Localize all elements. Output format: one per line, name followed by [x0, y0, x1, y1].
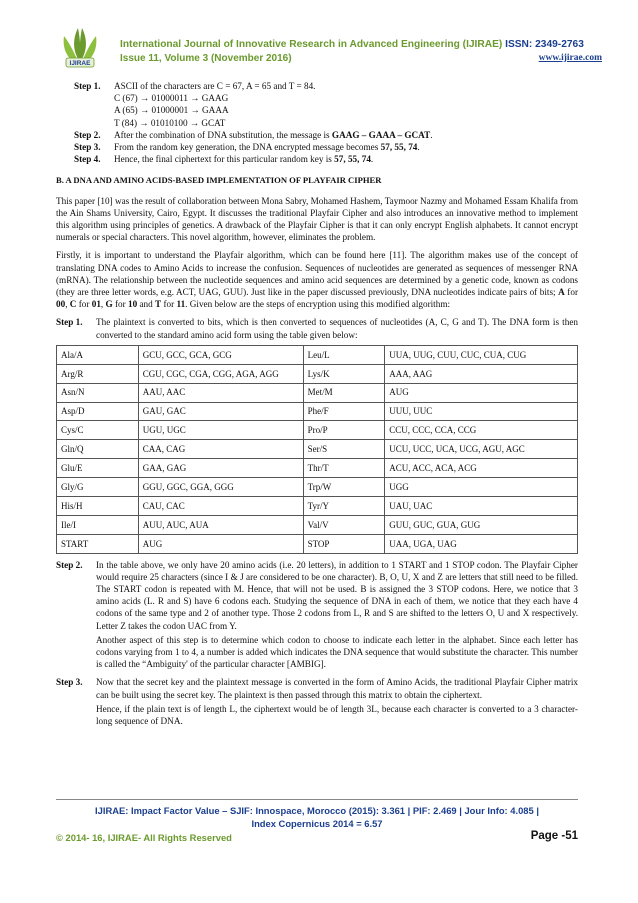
- codons-cell: UGG: [385, 478, 578, 497]
- amino-acid-cell: Pro/P: [303, 421, 385, 440]
- codons-cell: GAA, GAG: [138, 459, 303, 478]
- amino-acid-cell: Ser/S: [303, 440, 385, 459]
- amino-acid-cell: Ile/I: [57, 515, 139, 534]
- journal-url-link[interactable]: www.ijirae.com: [538, 53, 602, 63]
- paragraph: This paper [10] was the result of collaboration between Mona Sabry, Mohamed Hashem, Taymoor Nazmy and Mohamed Essam Khalifa from the Ain Shams University, Cairo, Egypt. It discusses the traditional Playfair Cipher and also introduces an innovative method to implement this algorithm using principles of genetics. A drawback of the Playfair Cipher is that it can only encrypt English alphabets. It cannot encrypt numerals or special characters. This novel algorithm, however, eliminates the problem.: [56, 195, 578, 243]
- amino-acid-cell: Asn/N: [57, 383, 139, 402]
- amino-acid-cell: Tyr/Y: [303, 496, 385, 515]
- amino-acid-cell: Lys/K: [303, 364, 385, 383]
- codons-cell: UAA, UGA, UAG: [385, 534, 578, 553]
- codons-cell: UCU, UCC, UCA, UCG, AGU, AGC: [385, 440, 578, 459]
- codons-cell: GAU, GAC: [138, 402, 303, 421]
- ijirae-logo-icon: [56, 22, 104, 70]
- codons-cell: CAA, CAG: [138, 440, 303, 459]
- codons-cell: AUG: [385, 383, 578, 402]
- amino-acid-cell: Gln/Q: [57, 440, 139, 459]
- codons-cell: AAA, AAG: [385, 364, 578, 383]
- table-row: [57, 459, 578, 478]
- table-row: [57, 534, 578, 553]
- steps-top: [74, 80, 578, 165]
- step-item: Step 3. Now that the secret key and the plaintext message is converted in the form of Amino Acids, the traditional Playfair Cipher matrix can be built using the secret key. The plaintext is then passed through this matrix to obtain the ciphertext. Hence, if the plain text is of length L, the ciphertext would be of length 3L, because each character is converted to a 3 character-long sequence of DNA.: [56, 677, 578, 727]
- page-content: [56, 80, 578, 727]
- impact-factor-info: IJIRAE: Impact Factor Value – SJIF: Innospace, Morocco (2015): 3.361 | PIF: 2.469 | Jour Info: 4.085 | Index Copernicus 2014 = 6.57: [95, 805, 539, 829]
- journal-title: International Journal of Innovative Research in Advanced Engineering (IJIRAE) ISSN: 2349-2763: [120, 39, 584, 50]
- issn: ISSN: 2349-2763: [505, 39, 584, 50]
- codons-cell: UUU, UUC: [385, 402, 578, 421]
- footer-divider: [56, 799, 578, 800]
- amino-acid-cell: Glu/E: [57, 459, 139, 478]
- step-item: Step 2. After the combination of DNA substitution, the message is GAAG – GAAA – GCAT.: [74, 129, 433, 140]
- step-item: Step 2. In the table above, we only have 20 amino acids (i.e. 20 letters), in addition to 1 START and 1 STOP codon. The Playfair Cipher would require 25 characters (since I & J are considered to be one character). B, O, U, X and Z are letters that still need to be filled. The START codon is repeated with M. Hence, that will not be used. B is assigned the 3 STOP codons. Here, we notice that 3 amino acids (L. R and S) have 6 codons each. Studying the sequence of DNA in each of them, we notice that they each have 4 codons of the same type and 2 of another type. Those 2 codons from L, R and S are shifted to the letters O, U and X respectively. Letter Z takes the codon UAC from Y. Another aspect of this step is to determine which codon to choose to indicate each letter in the alphabet. Since each letter has codons varying from 1 to 4, a number is added which indicates the DNA sequence that would substitute the character. This number is called the “Ambiguity' of the particular character [AMBIG].: [56, 559, 578, 670]
- journal-header: [56, 22, 602, 72]
- codons-cell: CCU, CCC, CCA, CCG: [385, 421, 578, 440]
- step-item: Step 1. The plaintext is converted to bits, which is then converted to sequences of nucleotides (A, C, G and T). The DNA form is then converted to the standard amino acid form using the table given below:: [56, 317, 578, 340]
- table-row: [57, 478, 578, 497]
- codons-cell: GUU, GUC, GUA, GUG: [385, 515, 578, 534]
- codons-cell: UGU, UGC: [138, 421, 303, 440]
- table-row: [57, 440, 578, 459]
- amino-acid-cell: START: [57, 534, 139, 553]
- amino-acid-cell: Met/M: [303, 383, 385, 402]
- amino-acid-cell: Gly/G: [57, 478, 139, 497]
- table-row: [57, 383, 578, 402]
- amino-acid-cell: STOP: [303, 534, 385, 553]
- table-row: [57, 421, 578, 440]
- copyright: © 2014- 16, IJIRAE- All Rights Reserved: [56, 832, 232, 843]
- step-item: Step 3. From the random key generation, the DNA encrypted message becomes 57, 55, 74.: [74, 142, 420, 153]
- step-item: Step 4. Hence, the final ciphertext for this particular random key is 57, 55, 74.: [74, 154, 374, 165]
- section-title: B. A DNA AND AMINO ACIDS-BASED IMPLEMENTATION OF PLAYFAIR CIPHER: [56, 175, 382, 186]
- amino-acid-cell: Thr/T: [303, 459, 385, 478]
- table-row: [57, 402, 578, 421]
- codons-cell: AAU, AAC: [138, 383, 303, 402]
- amino-acid-cell: Phe/F: [303, 402, 385, 421]
- amino-acid-cell: His/H: [57, 496, 139, 515]
- table-row: [57, 364, 578, 383]
- amino-acid-cell: Asp/D: [57, 402, 139, 421]
- codons-cell: CAU, CAC: [138, 496, 303, 515]
- issue-info: Issue 11, Volume 3 (November 2016): [120, 53, 292, 64]
- codons-cell: UAU, UAC: [385, 496, 578, 515]
- table-row: [57, 345, 578, 364]
- amino-acid-cell: Ala/A: [57, 345, 139, 364]
- table-row: [57, 496, 578, 515]
- codons-cell: UUA, UUG, CUU, CUC, CUA, CUG: [385, 345, 578, 364]
- codons-cell: AUG: [138, 534, 303, 553]
- codons-cell: GCU, GCC, GCA, GCG: [138, 345, 303, 364]
- amino-acid-cell: Leu/L: [303, 345, 385, 364]
- svg-text:IJIRAE: IJIRAE: [69, 60, 91, 67]
- table-row: [57, 515, 578, 534]
- codons-cell: ACU, ACC, ACA, ACG: [385, 459, 578, 478]
- codon-table: [56, 345, 578, 554]
- codons-cell: GGU, GGC, GGA, GGG: [138, 478, 303, 497]
- amino-acid-cell: Val/V: [303, 515, 385, 534]
- codons-cell: AUU, AUC, AUA: [138, 515, 303, 534]
- page-number: Page -51: [530, 830, 578, 842]
- paragraph: Firstly, it is important to understand the Playfair algorithm, which can be found here [11]. The algorithm makes use of the concept of translating DNA codes to Amino Acids to increase the confusion. Sequences of nucleotides are generated as sequences of messenger RNA (mRNA). The relationship between the nucleotide sequences and amino acid sequences are determined by a genetic code, known as codons (they are three letter words, e.g. ACT, UAG, GUU). Just like in the paper discussed previously, DNA nucleotides indicate pairs of bits; A for 00, C for 01, G for 10 and T for 11. Given below are the steps of encryption using this modified algorithm:: [56, 250, 579, 310]
- codons-cell: CGU, CGC, CGA, CGG, AGA, AGG: [138, 364, 303, 383]
- step-item: Step 1. ASCII of the characters are C = 67, A = 65 and T = 84. C (67) → 01000011 → GAAG A (65) → 01000001 → GAAA T (84) → 01010100 → GCAT: [74, 81, 316, 128]
- amino-acid-cell: Arg/R: [57, 364, 139, 383]
- amino-acid-cell: Trp/W: [303, 478, 385, 497]
- amino-acid-cell: Cys/C: [57, 421, 139, 440]
